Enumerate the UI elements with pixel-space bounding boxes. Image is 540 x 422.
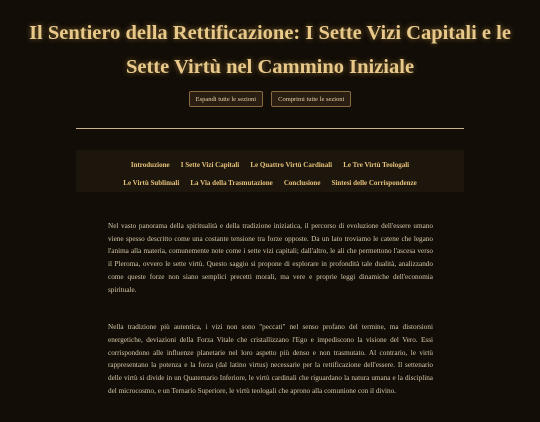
expand-all-button[interactable]: Espandi tutte le sezioni xyxy=(189,91,263,107)
toc-link-introduzione[interactable]: Introduzione xyxy=(130,161,170,169)
toc-link-virtu-cardinali[interactable]: Le Quattro Virtù Cardinali xyxy=(250,161,333,169)
title-divider xyxy=(76,128,464,129)
page-title: Il Sentiero della Rettificazione: I Sette Vizi Capitali e le Sette Virtù nel Cammino Iniziale xyxy=(29,22,511,78)
table-of-contents xyxy=(76,150,464,192)
toc-link-trasmutazione[interactable]: La Via della Trasmutazione xyxy=(190,179,273,187)
toc-link-sintesi[interactable]: Sintesi delle Corrispondenze xyxy=(331,179,417,187)
body-paragraph: Nella tradizione più autentica, i vizi non sono "peccati" nel senso profano del termine, ma distorsioni energetiche, deviazioni della Forza Vitale che cristallizzano l'Ego e impediscono la visione del Vero. Essi corrispondono alle influenze planetarie nel loro aspetto più denso e non trasmutato. Al contrario, le virtù rappresentano la potenza e la forza (dal latino virtus) necessarie per la rettificazione dell'essere. Il settenario delle virtù si divide in un Quaternario Inferiore, le virtù cardinali che riguardano la natura umana e la disciplina del microcosmo, e un Ternario Superiore, le virtù teologali che aprono alla comunione con il divino. xyxy=(108,323,433,395)
toc-row xyxy=(76,174,464,192)
toc-link-virtu-teologali[interactable]: Le Tre Virtù Teologali xyxy=(343,161,410,169)
section-controls xyxy=(0,91,540,107)
toc-link-virtu-sublimali[interactable]: Le Virtù Sublimali xyxy=(123,179,180,187)
toc-link-conclusione[interactable]: Conclusione xyxy=(283,179,321,187)
intro-paragraph: Nel vasto panorama della spiritualità e della tradizione iniziatica, il percorso di evoluzione dell'essere umano viene spesso descritto come una costante tensione tra forze opposte. Da un lato troviamo le catene che legano l'anima alla materia, comunemente note come i sette vizi capitali; dall'altro, le ali che permettono l'ascesa verso il Pleroma, ovvero le sette virtù. Questo saggio si propone di esplorare in profondità tale dualità, analizzando come queste forze non siano semplici precetti morali, ma vere e proprie leggi dinamiche dell'economia spirituale. xyxy=(108,222,433,294)
toc-link-vizi-capitali[interactable]: I Sette Vizi Capitali xyxy=(180,161,240,169)
collapse-all-button[interactable]: Comprimi tutte le sezioni xyxy=(271,91,351,107)
article-body xyxy=(108,220,433,422)
toc-row xyxy=(76,156,464,174)
